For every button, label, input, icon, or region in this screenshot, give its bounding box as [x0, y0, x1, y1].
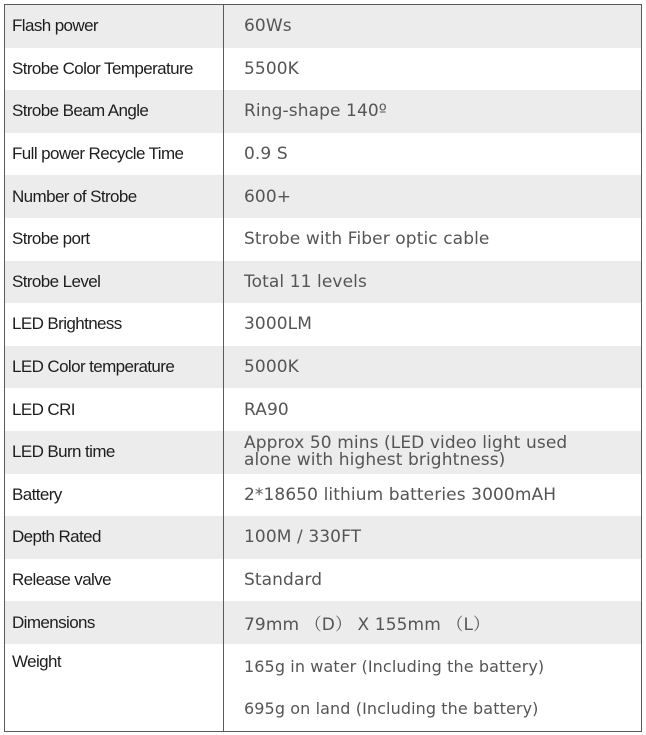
- spec-row-led-cri: [5, 388, 641, 431]
- spec-value-line: 695g on land (Including the battery): [244, 698, 539, 718]
- spec-row-led-brightness: [5, 303, 641, 346]
- spec-value: 100M / 330FT: [244, 527, 362, 548]
- spec-label: Number of Strobe: [5, 175, 224, 218]
- spec-value: 3000LM: [244, 314, 313, 335]
- spec-value: RA90: [244, 399, 289, 420]
- spec-label: Battery: [5, 474, 224, 517]
- spec-label: Full power Recycle Time: [5, 133, 224, 176]
- spec-value: 0.9 S: [244, 144, 288, 165]
- spec-value: 5000K: [244, 357, 299, 378]
- spec-row-strobe-port: [5, 218, 641, 261]
- spec-label: LED CRI: [5, 388, 224, 431]
- spec-value: [224, 431, 641, 474]
- spec-value: Ring-shape 140º: [244, 101, 387, 122]
- spec-row-flash-power: [5, 5, 641, 48]
- spec-label: Flash power: [5, 5, 224, 48]
- spec-value: Strobe with Fiber optic cable: [244, 229, 490, 250]
- spec-row-strobe-beam-angle: [5, 90, 641, 133]
- spec-table: [4, 4, 642, 732]
- spec-label: LED Color temperature: [5, 346, 224, 389]
- spec-value: 2*18650 lithium batteries 3000mAH: [244, 484, 557, 505]
- spec-label: LED Brightness: [5, 303, 224, 346]
- spec-row-strobe-level: [5, 261, 641, 304]
- spec-row-led-burn-time: [5, 431, 641, 474]
- spec-row-dimensions: [5, 601, 641, 644]
- spec-label: Release valve: [5, 559, 224, 602]
- spec-value: 5500K: [244, 58, 299, 79]
- spec-label: Dimensions: [5, 601, 224, 644]
- spec-row-strobe-color-temperature: [5, 48, 641, 91]
- spec-row-recycle-time: [5, 133, 641, 176]
- spec-value: 60Ws: [244, 16, 292, 37]
- spec-value: Total 11 levels: [244, 271, 367, 292]
- spec-value: Standard: [244, 570, 323, 591]
- spec-value-line: 165g in water (Including the battery): [244, 657, 545, 677]
- spec-label: LED Burn time: [5, 431, 224, 474]
- spec-label: Strobe Level: [5, 261, 224, 304]
- spec-value-line: alone with highest brightness): [244, 450, 506, 471]
- spec-row-release-valve: [5, 559, 641, 602]
- spec-value-line: Approx 50 mins (LED video light used: [244, 433, 568, 454]
- spec-label: Weight: [5, 644, 224, 731]
- spec-row-number-of-strobe: [5, 175, 641, 218]
- spec-label: Depth Rated: [5, 516, 224, 559]
- spec-value: 79mm （D） X 155mm （L）: [244, 615, 491, 636]
- spec-row-led-color-temperature: [5, 346, 641, 389]
- spec-value: 600+: [244, 186, 292, 207]
- spec-label: Strobe Beam Angle: [5, 90, 224, 133]
- spec-row-weight: [5, 644, 641, 731]
- spec-label: Strobe port: [5, 218, 224, 261]
- spec-value: [224, 644, 641, 731]
- spec-row-depth-rated: [5, 516, 641, 559]
- spec-row-battery: [5, 474, 641, 517]
- spec-label: Strobe Color Temperature: [5, 48, 224, 91]
